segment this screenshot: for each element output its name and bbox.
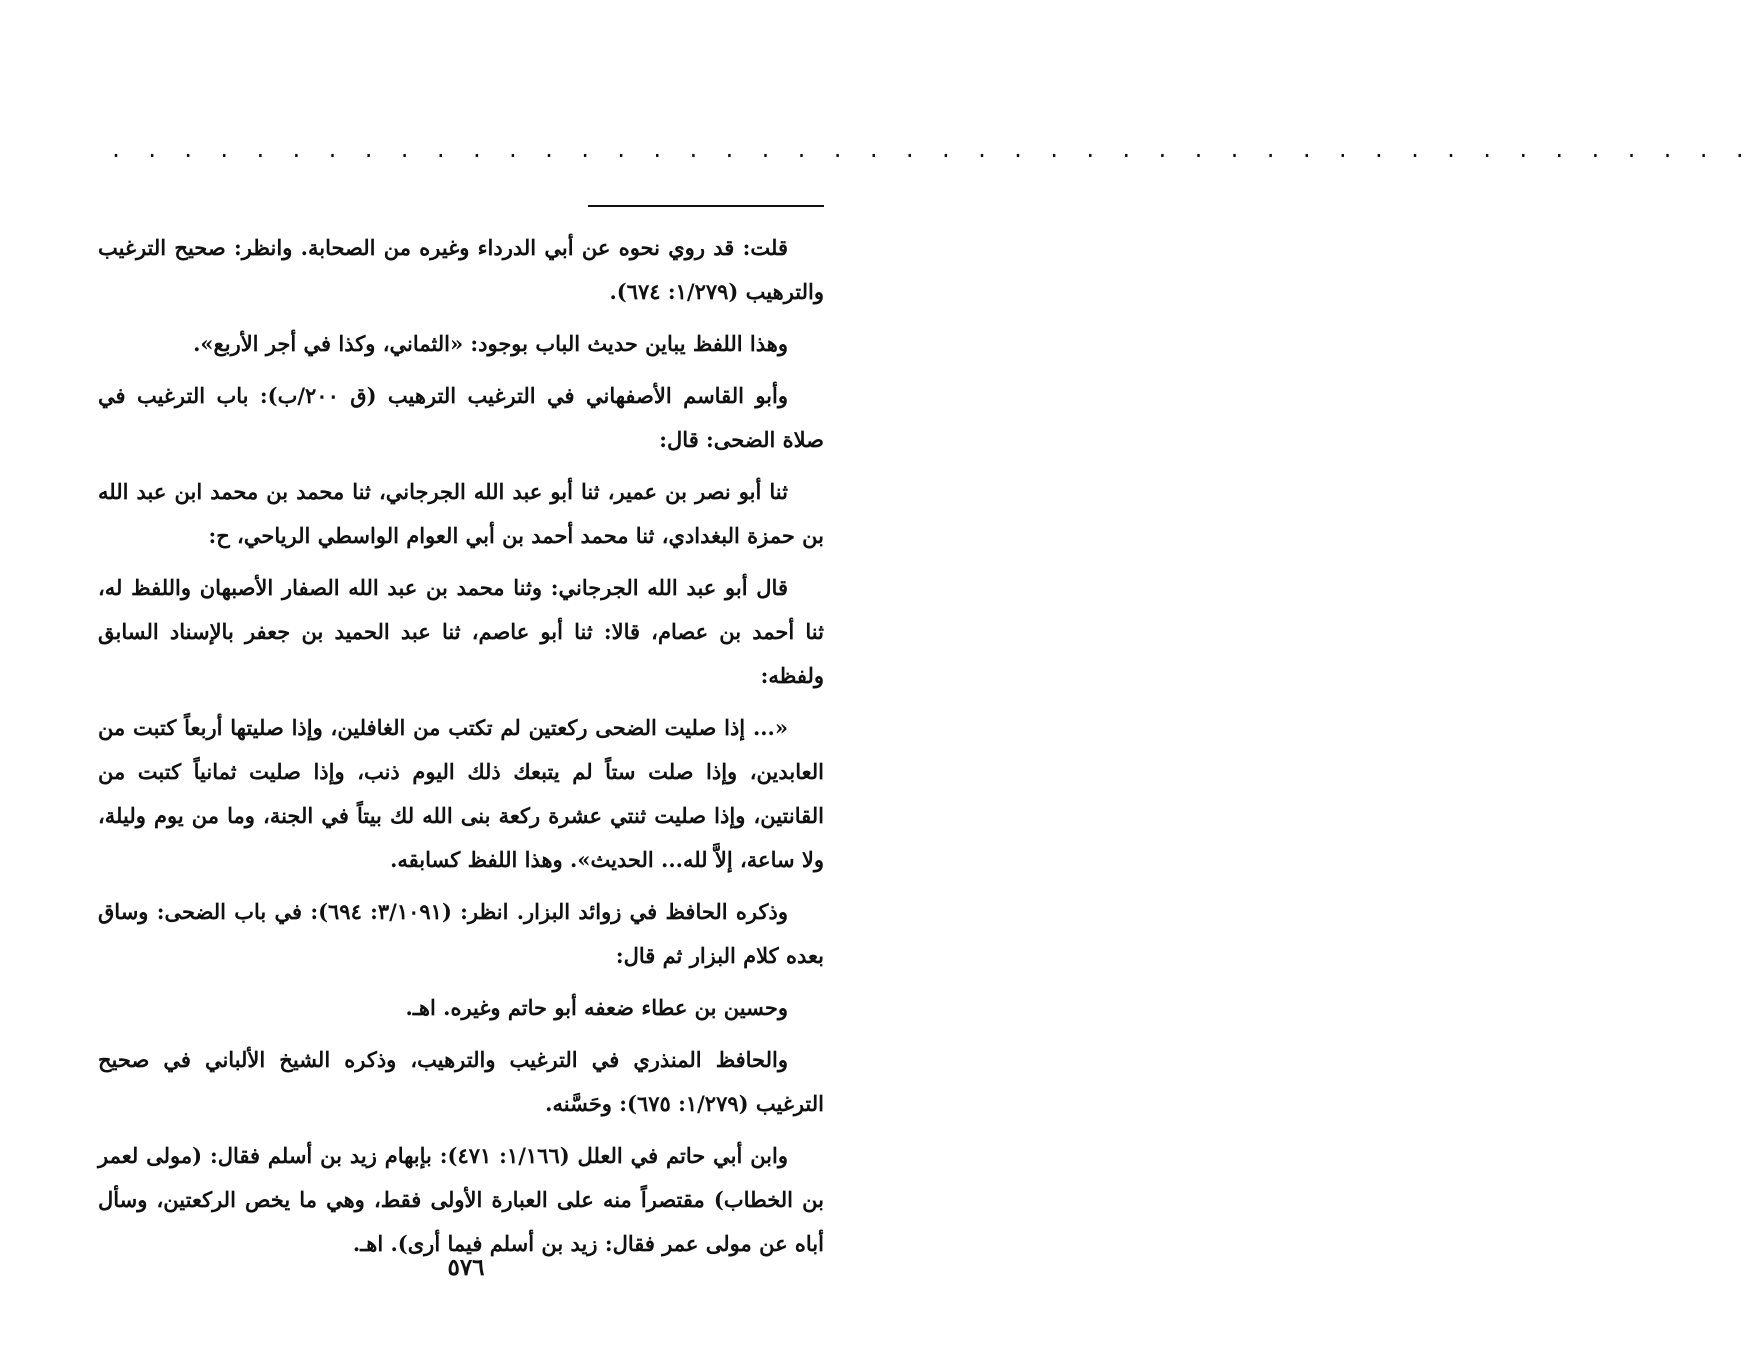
paragraph-husain: وحسين بن عطاء ضعفه أبو حاتم وغيره. اهـ. — [405, 995, 788, 1020]
paragraph-isnad-1: ثنا أبو نصر بن عمير، ثنا أبو عبد الله الجرجاني، ثنا محمد بن محمد ابن عبد الله بن حمزة البغدادي، ثنا محمد أحمد بن أبي العوام الواسطي الرياحي، ح: — [98, 479, 824, 548]
dotted-separator: . . . . . . . . . . . . . . . . . . . . . . . . . . . . . . . . . . . . . . . . . . . . . . — [110, 138, 1752, 162]
paragraph-ibn-abi-hatim: وابن أبي حاتم في العلل (١/١٦٦: ٤٧١): بإبهام زيد بن أسلم فقال: (مولى لعمر بن الخطاب) مقتصراً منه على العبارة الأولى فقط، وهي ما يخص الركعتين، وسأل أباه عن مولى عمر فقال: زيد بن أسلم فيما أرى). اهـ. — [98, 1143, 824, 1256]
paragraph-asfahani: وأبو القاسم الأصفهاني في الترغيب الترهيب (ق ٢٠٠/ب): باب الترغيب في صلاة الضحى: قال: — [98, 383, 824, 452]
paragraph-bazzar: وذكره الحافظ في زوائد البزار. انظر: (٣/١٠٩١: ٦٩٤): في باب الضحى: وساق بعده كلام البزار ثم قال: — [98, 899, 824, 968]
paragraph-isnad-2: قال أبو عبد الله الجرجاني: وثنا محمد بن عبد الله الصفار الأصبهان واللفظ له، ثنا أحمد بن عصام، قالا: ثنا أبو عاصم، ثنا عبد الحميد بن جعفر بالإسناد السابق ولفظه: — [98, 575, 824, 688]
paragraph-qultu: قلت: قد روي نحوه عن أبي الدرداء وغيره من الصحابة. وانظر: صحيح الترغيب والترهيب (١/٢٧٩: ٦٧٤). — [98, 235, 824, 304]
page-number: ٥٧٦ — [447, 1254, 485, 1281]
footnote-body — [98, 226, 824, 1274]
paragraph-hadith-text: «... إذا صليت الضحى ركعتين لم تكتب من الغافلين، وإذا صليتها أربعاً كتبت من العابدين، وإذا صلت ستاً لم يتبعك ذلك اليوم ذنب، وإذا صليت ثمانياً كتبت من القانتين، وإذا صليت ثنتي عشرة ركعة بنى الله لك بيتاً في الجنة، وما من يوم وليلة، ولا ساعة، إلاَّ لله... الحديث». وهذا اللفظ كسابقه. — [98, 715, 824, 872]
paragraph-lafz: وهذا اللفظ يباين حديث الباب بوجود: «الثماني، وكذا في أجر الأربع». — [193, 331, 788, 356]
footnote-rule — [588, 205, 824, 207]
paragraph-mundhiri: والحافظ المنذري في الترغيب والترهيب، وذكره الشيخ الألباني في صحيح الترغيب (١/٢٧٩: ٦٧٥): وحَسَّنه. — [98, 1047, 824, 1116]
